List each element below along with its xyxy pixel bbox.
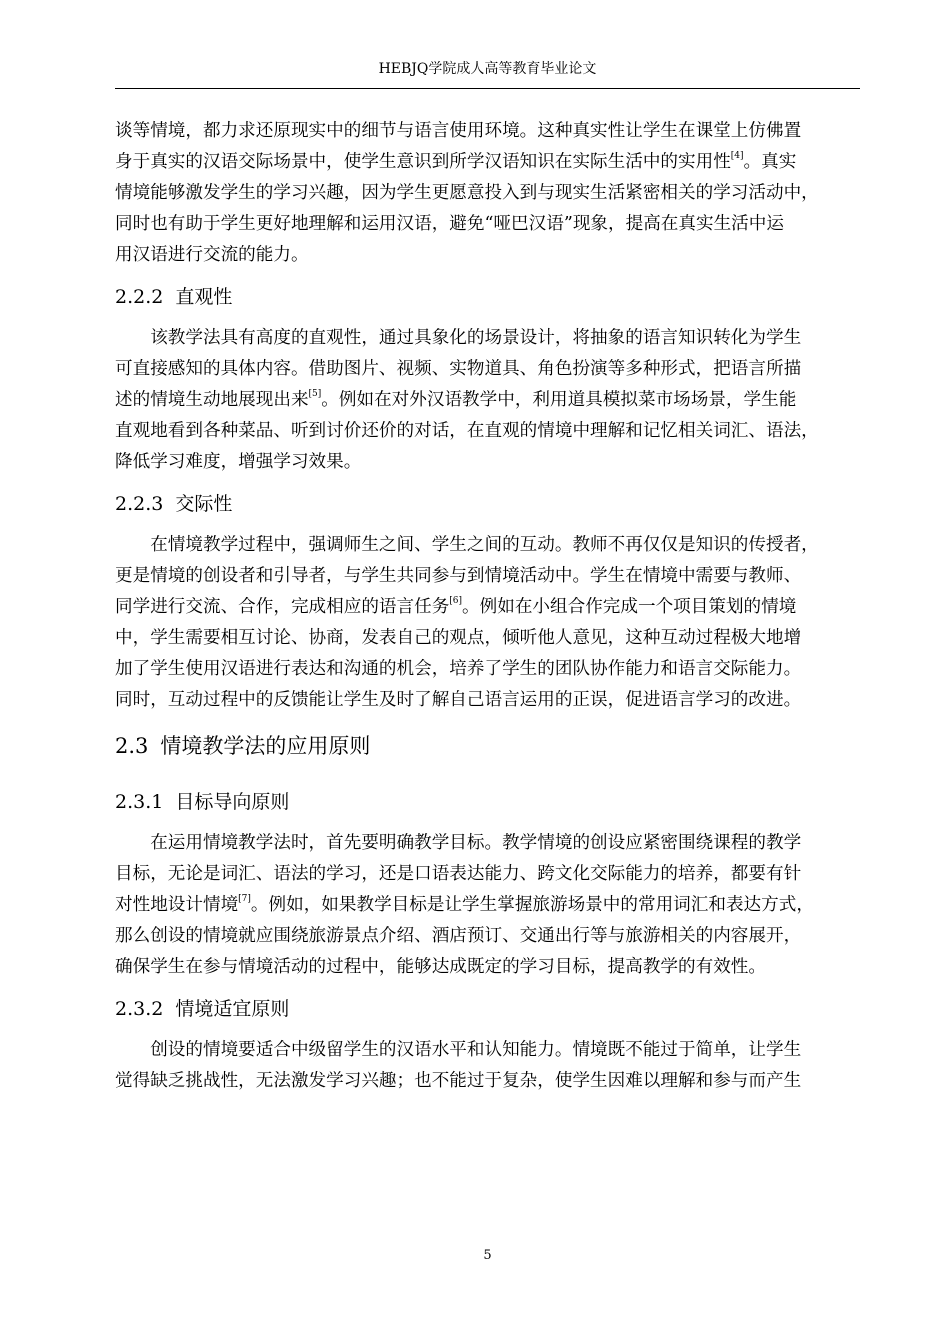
document-body [115, 116, 860, 1097]
text-line: 同学进行交流、合作，完成相应的语言任务[6]。例如在小组合作完成一个项目策划的情境 [115, 596, 797, 617]
citation-ref: [4] [730, 151, 744, 161]
text-line: 用汉语进行交流的能力。 [115, 245, 309, 265]
paragraph [115, 828, 860, 983]
paragraph [115, 1035, 860, 1097]
text-line: 谈等情境，都力求还原现实中的细节与语言使用环境。这种真实性让学生在课堂上仿佛置 [115, 121, 802, 141]
heading-2-3-2: 2.3.2 情境适宜原则 [115, 998, 290, 1020]
heading-2-2-3: 2.2.3 交际性 [115, 493, 233, 515]
text-line: 降低学习难度，增强学习效果。 [115, 452, 362, 472]
text-line: 在情境教学过程中，强调师生之间、学生之间的互动。教师不再仅仅是知识的传授者， [150, 535, 819, 555]
text-line: 中，学生需要相互讨论、协商，发表自己的观点，倾听他人意见，这种互动过程极大地增 [115, 628, 802, 648]
citation-ref: [7] [238, 894, 251, 904]
citation-ref: [6] [449, 596, 463, 606]
text-line: 对性地设计情境[7]。例如，如果教学目标是让学生掌握旅游场景中的常用词汇和表达方式， [115, 894, 814, 915]
heading-2-2-2: 2.2.2 直观性 [115, 286, 233, 308]
text-line: 身于真实的汉语交际场景中，使学生意识到所学汉语知识在实际生活中的实用性[4]。真实 [115, 151, 797, 172]
text-line: 创设的情境要适合中级留学生的汉语水平和认知能力。情境既不能过于简单，让学生 [150, 1040, 802, 1060]
text-line: 同时，互动过程中的反馈能让学生及时了解自己语言运用的正误，促进语言学习的改进。 [115, 690, 802, 710]
heading-2-3: 2.3 情境教学法的应用原则 [115, 734, 371, 758]
text-line: 述的情境生动地展现出来[5]。例如在对外汉语教学中，利用道具模拟菜市场场景，学生能 [115, 389, 797, 410]
text-line: 在运用情境教学法时，首先要明确教学目标。教学情境的创设应紧密围绕课程的教学 [150, 833, 802, 853]
text-line: 更是情境的创设者和引导者，与学生共同参与到情境活动中。学生在情境中需要与教师、 [115, 566, 802, 586]
page-number: 5 [483, 1248, 492, 1263]
citation-ref: [5] [308, 389, 322, 399]
text-line: 目标，无论是词汇、语法的学习，还是口语表达能力、跨文化交际能力的培养，都要有针 [115, 864, 802, 884]
text-line: 觉得缺乏挑战性，无法激发学习兴趣；也不能过于复杂，使学生因难以理解和参与而产生 [115, 1071, 802, 1091]
text-line: 加了学生使用汉语进行表达和沟通的机会，培养了学生的团队协作能力和语言交际能力。 [115, 659, 802, 679]
text-line: 同时也有助于学生更好地理解和运用汉语，避免“哑巴汉语”现象，提高在真实生活中运 [115, 214, 784, 234]
paragraph [115, 530, 860, 716]
running-header: HEBJQ学院成人高等教育毕业论文 [378, 61, 597, 77]
heading-2-3-1: 2.3.1 目标导向原则 [115, 791, 290, 813]
text-line: 直观地看到各种菜品、听到讨价还价的对话，在直观的情境中理解和记忆相关词汇、语法， [115, 421, 819, 441]
text-line: 该教学法具有高度的直观性，通过具象化的场景设计，将抽象的语言知识转化为学生 [150, 328, 802, 348]
text-line: 确保学生在参与情境活动的过程中，能够达成既定的学习目标，提高教学的有效性。 [115, 957, 766, 977]
paragraph [115, 323, 860, 478]
text-line: 情境能够激发学生的学习兴趣，因为学生更愿意投入到与现实生活紧密相关的学习活动中， [115, 183, 819, 203]
text-line: 可直接感知的具体内容。借助图片、视频、实物道具、角色扮演等多种形式，把语言所描 [115, 359, 802, 379]
header-rule [115, 88, 860, 89]
text-line: 那么创设的情境就应围绕旅游景点介绍、酒店预订、交通出行等与旅游相关的内容展开， [115, 926, 802, 946]
paragraph-continued [115, 116, 860, 271]
